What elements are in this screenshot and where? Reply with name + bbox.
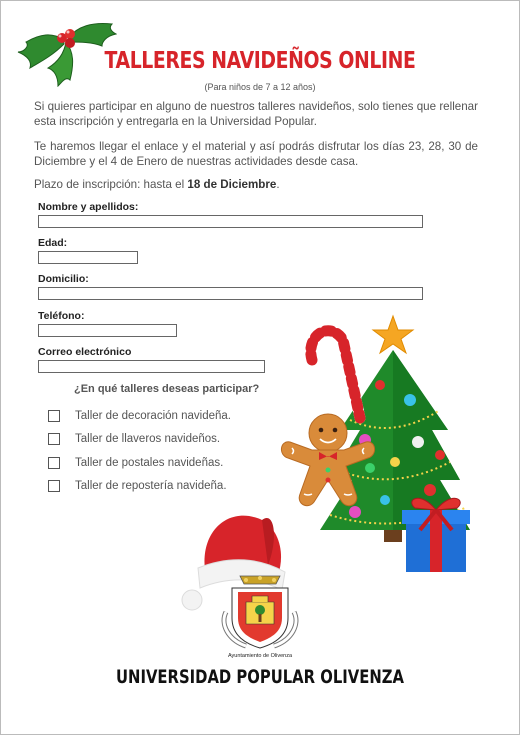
deadline-suffix: . xyxy=(276,178,280,191)
council-name: Ayuntamiento de Olivenza xyxy=(227,653,293,659)
intro-paragraph-1: Si quieres participar en alguno de nuestros talleres navideños, solo tienes que rellenar esta inscripción y entregarla en la Universidad Popular. xyxy=(34,100,478,128)
baking-label: Taller de repostería navideña. xyxy=(75,480,227,492)
age-label: Edad: xyxy=(38,237,68,249)
intro-paragraph-2: Te haremos llegar el enlace y el material y así podrás disfrutar los días 23, 28, 30 de Diciembre y el 4 de Enero de nuestras actividades desde casa. xyxy=(34,140,478,168)
postcards-label: Taller de postales navideñas. xyxy=(75,457,224,469)
keychains-label: Taller de llaveros navideños. xyxy=(75,433,221,445)
deadline-prefix: Plazo de inscripción: hasta el xyxy=(34,178,188,191)
email-label: Correo electrónico xyxy=(38,346,132,358)
address-label: Domicilio: xyxy=(38,273,89,285)
candy-cane-icon xyxy=(311,331,360,418)
page-subtitle: (Para niños de 7 a 12 años) xyxy=(204,82,316,92)
deadline-month: de Diciembre xyxy=(203,178,277,191)
institution-name: UNIVERSIDAD POPULAR OLIVENZA xyxy=(116,666,404,688)
deadline-day: 18 xyxy=(187,178,201,191)
phone-label: Teléfono: xyxy=(38,310,85,322)
workshops-question: ¿En qué talleres deseas participar? xyxy=(74,383,260,395)
decoration-label: Taller de decoración navideña. xyxy=(75,410,231,422)
name-label: Nombre y apellidos: xyxy=(38,201,139,213)
coat-of-arms-icon xyxy=(212,572,308,654)
page-title: TALLERES NAVIDEÑOS ONLINE xyxy=(104,48,416,74)
